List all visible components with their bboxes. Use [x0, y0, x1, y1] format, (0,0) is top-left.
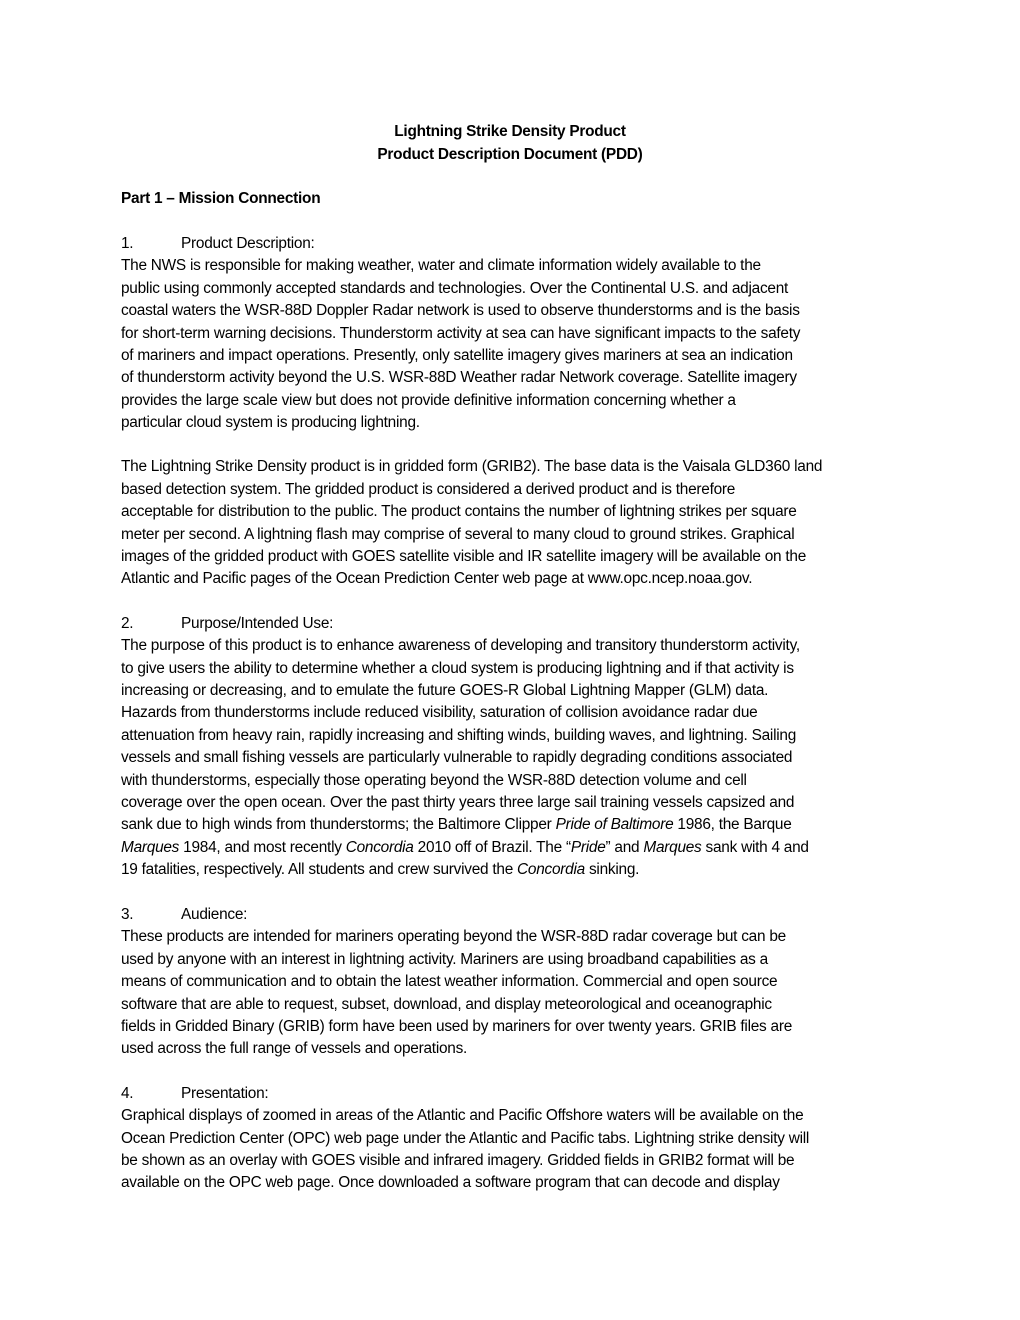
section-title: Audience: [181, 906, 248, 923]
paragraph-line: used across the full range of vessels and operations. [121, 1040, 468, 1057]
paragraph-line: used by anyone with an interest in lightning activity. Mariners are using broadband capabilities as a [121, 951, 768, 968]
paragraph-line: coastal waters the WSR-88D Doppler Radar network is used to observe thunderstorms and is the basis [121, 302, 800, 319]
section-title: Presentation: [181, 1085, 269, 1102]
paragraph-line: means of communication and to obtain the latest weather information. Commercial and open source [121, 973, 778, 990]
section-heading-purpose [121, 613, 333, 635]
section-number: 3. [121, 906, 134, 923]
paragraph-line [121, 837, 809, 859]
text-run: 1984, and most recently [179, 839, 346, 856]
vessel-name: Concordia [517, 861, 585, 878]
text-run: sinking. [584, 861, 640, 878]
text-run: 2010 off of Brazil. The “ [413, 839, 571, 856]
paragraph-line: images of the gridded product with GOES satellite visible and IR satellite imagery will be available on the [121, 548, 807, 565]
paragraph-line: The NWS is responsible for making weather, water and climate information widely available to the [121, 257, 761, 274]
paragraph-line: The purpose of this product is to enhance awareness of developing and transitory thunderstorm activity, [121, 637, 800, 654]
paragraph-line: meter per second. A lightning flash may comprise of several to many cloud to ground strikes. Graphical [121, 526, 795, 543]
paragraph-line: vessels and small fishing vessels are particularly vulnerable to rapidly degrading conditions associated [121, 749, 793, 766]
text-run: ” and [605, 839, 644, 856]
section-heading-product-description [121, 233, 315, 255]
paragraph-line: Graphical displays of zoomed in areas of the Atlantic and Pacific Offshore waters will be available on the [121, 1107, 804, 1124]
text-run: 19 fatalities, respectively. All students and crew survived the [121, 861, 518, 878]
paragraph-line: based detection system. The gridded product is considered a derived product and is therefore [121, 481, 736, 498]
paragraph-line: coverage over the open ocean. Over the past thirty years three large sail training vessels capsized and [121, 794, 795, 811]
document-subtitle: Product Description Document (PDD) [377, 146, 643, 163]
vessel-name: Pride of Baltimore [555, 816, 674, 833]
section-heading-audience [121, 904, 247, 926]
vessel-name: Pride [570, 839, 606, 856]
section-title: Purpose/Intended Use: [181, 615, 334, 632]
text-run: sank with 4 and [701, 839, 809, 856]
section-title: Product Description: [181, 235, 315, 252]
section-number: 1. [121, 235, 134, 252]
paragraph-line: attenuation from heavy rain, rapidly increasing and shifting winds, building waves, and lightning. Sailing [121, 727, 797, 744]
paragraph-line: Atlantic and Pacific pages of the Ocean Prediction Center web page at www.opc.ncep.noaa.gov. [121, 570, 753, 587]
vessel-name: Marques [121, 839, 180, 856]
paragraph-line: provides the large scale view but does not provide definitive information concerning whether a [121, 392, 736, 409]
section-number: 2. [121, 615, 134, 632]
vessel-name: Marques [643, 839, 702, 856]
paragraph-line [121, 814, 792, 836]
paragraph-line: for short-term warning decisions. Thunderstorm activity at sea can have significant impacts to the safety [121, 325, 801, 342]
paragraph-line: The Lightning Strike Density product is in gridded form (GRIB2). The base data is the Vaisala GLD360 land [121, 458, 823, 475]
paragraph-line: of thunderstorm activity beyond the U.S. WSR-88D Weather radar Network coverage. Satellite imagery [121, 369, 797, 386]
paragraph-line: Ocean Prediction Center (OPC) web page under the Atlantic and Pacific tabs. Lightning strike density will [121, 1130, 810, 1147]
paragraph-line: These products are intended for mariners operating beyond the WSR-88D radar coverage but can be [121, 928, 786, 945]
paragraph-line [121, 859, 639, 881]
paragraph-line: public using commonly accepted standards and technologies. Over the Continental U.S. and adjacent [121, 280, 789, 297]
paragraph-line: software that are able to request, subset, download, and display meteorological and oceanographic [121, 996, 772, 1013]
text-run: 1986, the Barque [673, 816, 792, 833]
paragraph-line: available on the OPC web page. Once downloaded a software program that can decode and display [121, 1174, 780, 1191]
part-heading: Part 1 – Mission Connection [121, 190, 321, 207]
paragraph-line: acceptable for distribution to the public. The product contains the number of lightning strikes per square [121, 503, 797, 520]
section-number: 4. [121, 1085, 134, 1102]
paragraph-line: increasing or decreasing, and to emulate the future GOES-R Global Lightning Mapper (GLM) data. [121, 682, 769, 699]
paragraph-line: particular cloud system is producing lightning. [121, 414, 420, 431]
paragraph-line: be shown as an overlay with GOES visible and infrared imagery. Gridded fields in GRIB2 format will be [121, 1152, 795, 1169]
section-heading-presentation [121, 1083, 268, 1105]
paragraph-line: fields in Gridded Binary (GRIB) form have been used by mariners for over twenty years. GRIB files are [121, 1018, 793, 1035]
text-run: sank due to high winds from thunderstorms; the Baltimore Clipper [121, 816, 556, 833]
paragraph-line: with thunderstorms, especially those operating beyond the WSR-88D detection volume and cell [121, 772, 747, 789]
paragraph-line: Hazards from thunderstorms include reduced visibility, saturation of collision avoidance radar due [121, 704, 758, 721]
document-title: Lightning Strike Density Product [394, 123, 626, 140]
paragraph-line: to give users the ability to determine whether a cloud system is producing lightning and if that activity is [121, 660, 794, 677]
vessel-name: Concordia [345, 839, 414, 856]
paragraph-line: of mariners and impact operations. Presently, only satellite imagery gives mariners at sea an indication [121, 347, 793, 364]
